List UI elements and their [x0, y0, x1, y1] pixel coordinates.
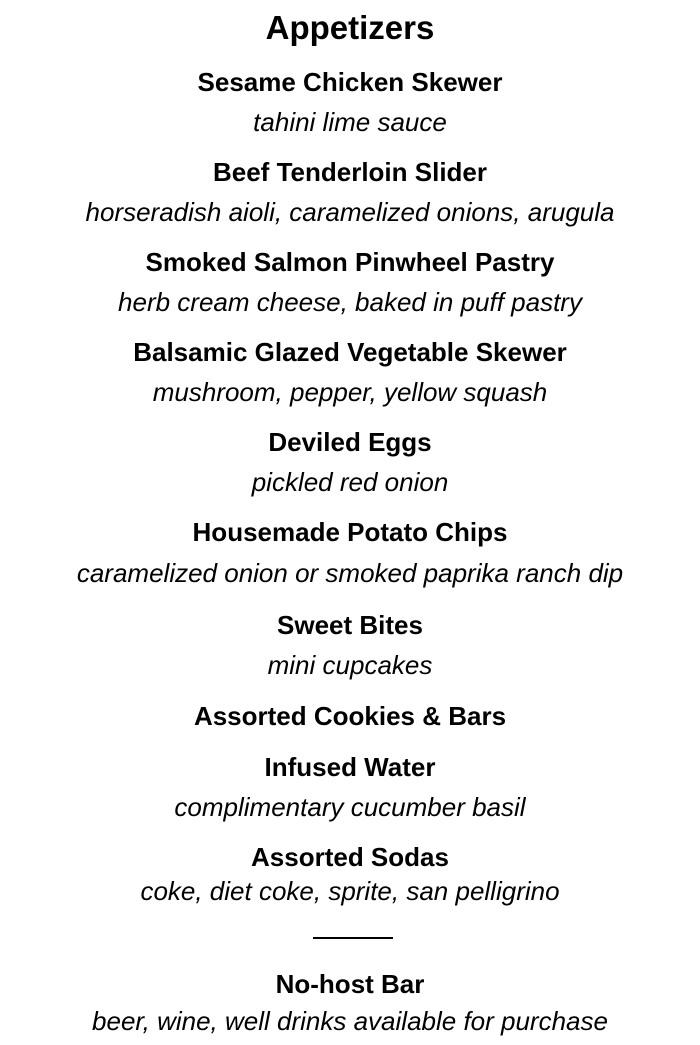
item-name-infused-water: Infused Water: [264, 752, 436, 782]
item-description-sesame-chicken-skewer: tahini lime sauce: [253, 107, 447, 137]
item-name-smoked-salmon-pinwheel-pastry: Smoked Salmon Pinwheel Pastry: [145, 247, 555, 277]
footer-name-no-host-bar: No-host Bar: [275, 969, 425, 999]
menu-title: Appetizers: [265, 9, 435, 46]
item-name-balsamic-glazed-vegetable-skewer: Balsamic Glazed Vegetable Skewer: [133, 337, 567, 367]
footer-description-no-host-bar: beer, wine, well drinks available for purchase: [92, 1006, 608, 1036]
item-name-housemade-potato-chips: Housemade Potato Chips: [192, 517, 508, 547]
item-description-smoked-salmon-pinwheel-pastry: herb cream cheese, baked in puff pastry: [118, 287, 582, 317]
item-name-sesame-chicken-skewer: Sesame Chicken Skewer: [197, 67, 503, 97]
item-name-sweet-bites: Sweet Bites: [277, 610, 423, 640]
section-divider: [313, 937, 393, 939]
item-name-assorted-sodas: Assorted Sodas: [251, 842, 449, 872]
item-name-beef-tenderloin-slider: Beef Tenderloin Slider: [212, 157, 487, 187]
item-name-assorted-cookies-bars: Assorted Cookies & Bars: [193, 701, 507, 731]
item-description-assorted-sodas: coke, diet coke, sprite, san pelligrino: [140, 876, 560, 906]
item-description-deviled-eggs: pickled red onion: [251, 467, 449, 497]
item-description-balsamic-glazed-vegetable-skewer: mushroom, pepper, yellow squash: [152, 377, 548, 407]
item-name-deviled-eggs: Deviled Eggs: [268, 427, 432, 457]
item-description-beef-tenderloin-slider: horseradish aioli, caramelized onions, arugula: [85, 197, 615, 227]
item-description-infused-water: complimentary cucumber basil: [174, 792, 526, 822]
item-description-housemade-potato-chips: caramelized onion or smoked paprika ranch dip: [76, 558, 624, 588]
item-description-sweet-bites: mini cupcakes: [267, 650, 433, 680]
